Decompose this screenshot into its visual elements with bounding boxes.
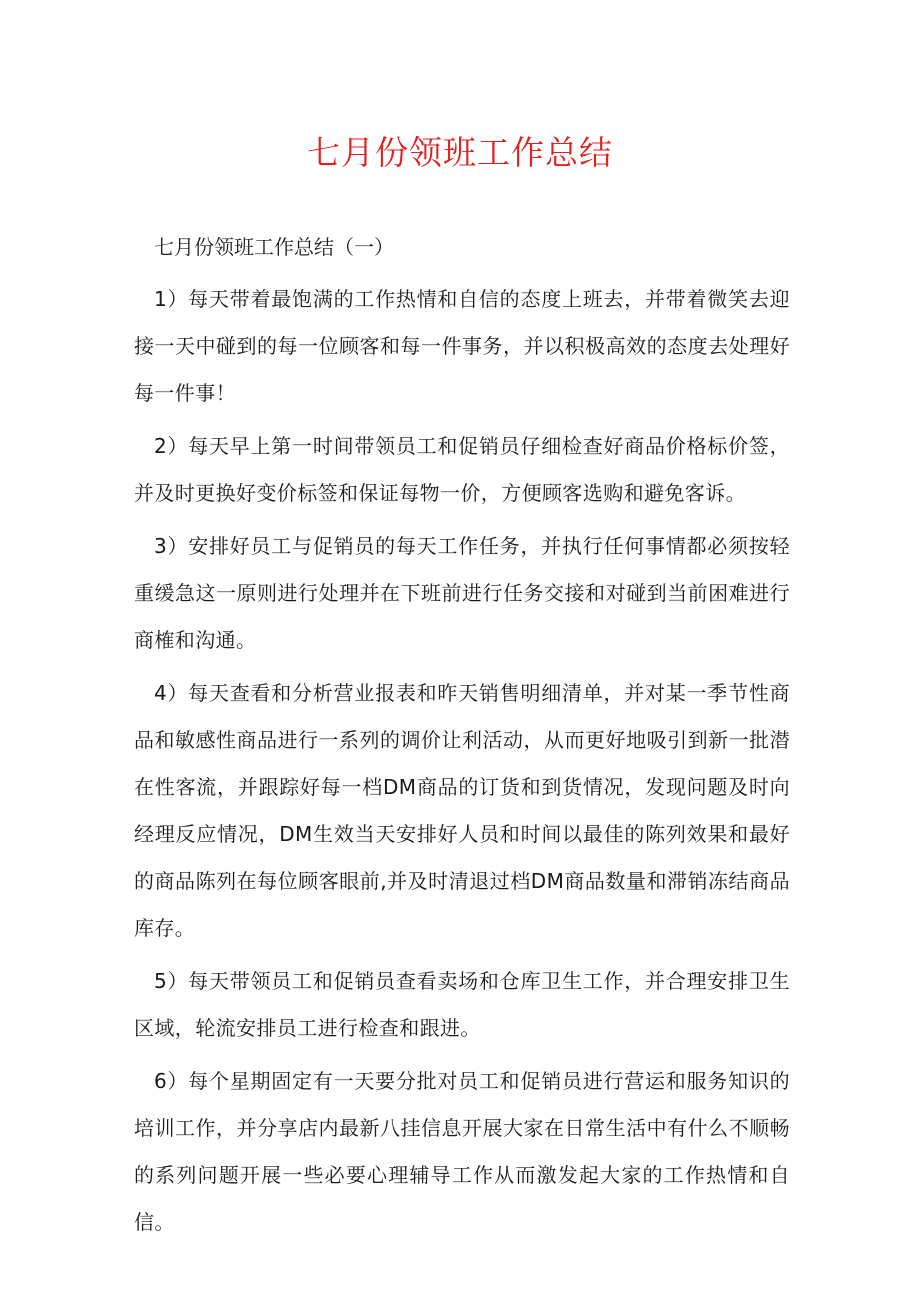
paragraph-1: 1）每天带着最饱满的工作热情和自信的态度上班去，并带着微笑去迎接一天中碰到的每一位顾客和每一件事务，并以积极高效的态度去处理好每一件事！ <box>134 287 790 405</box>
paragraph-3: 3）安排好员工与促销员的每天工作任务，并执行任何事情都必须按轻重缓急这一原则进行处理并在下班前进行任务交接和对碰到当前困难进行商榷和沟通。 <box>134 534 790 652</box>
paragraph-5: 5）每天带领员工和促销员查看卖场和仓库卫生工作，并合理安排卫生区域，轮流安排员工进行检查和跟进。 <box>134 969 790 1040</box>
paragraph-4: 4）每天查看和分析营业报表和昨天销售明细清单，并对某一季节性商品和敏感性商品进行一系列的调价让利活动，从而更好地吸引到新一批潜在性客流，并跟踪好每一档DM商品的订货和到货情况，发现问题及时向经理反应情况，DM生效当天安排好人员和时间以最佳的陈列效果和最好的商品陈列在每位顾客眼前,并及时清退过档DM商品数量和滞销冻结商品库存。 <box>134 681 790 940</box>
section-heading: 七月份领班工作总结（一） <box>154 235 394 259</box>
paragraph-2: 2）每天早上第一时间带领员工和促销员仔细检查好商品价格标价签，并及时更换好变价标签和保证每物一价，方便顾客选购和避免客诉。 <box>134 434 790 505</box>
paragraph-6: 6）每个星期固定有一天要分批对员工和促销员进行营运和服务知识的培训工作，并分享店内最新八挂信息开展大家在日常生活中有什么不顺畅的系列问题开展一些必要心理辅导工作从而激发起大家的工作热情和自信。 <box>134 1069 790 1234</box>
document-title: 七月份领班工作总结 <box>307 133 613 172</box>
document-body <box>134 224 790 1252</box>
